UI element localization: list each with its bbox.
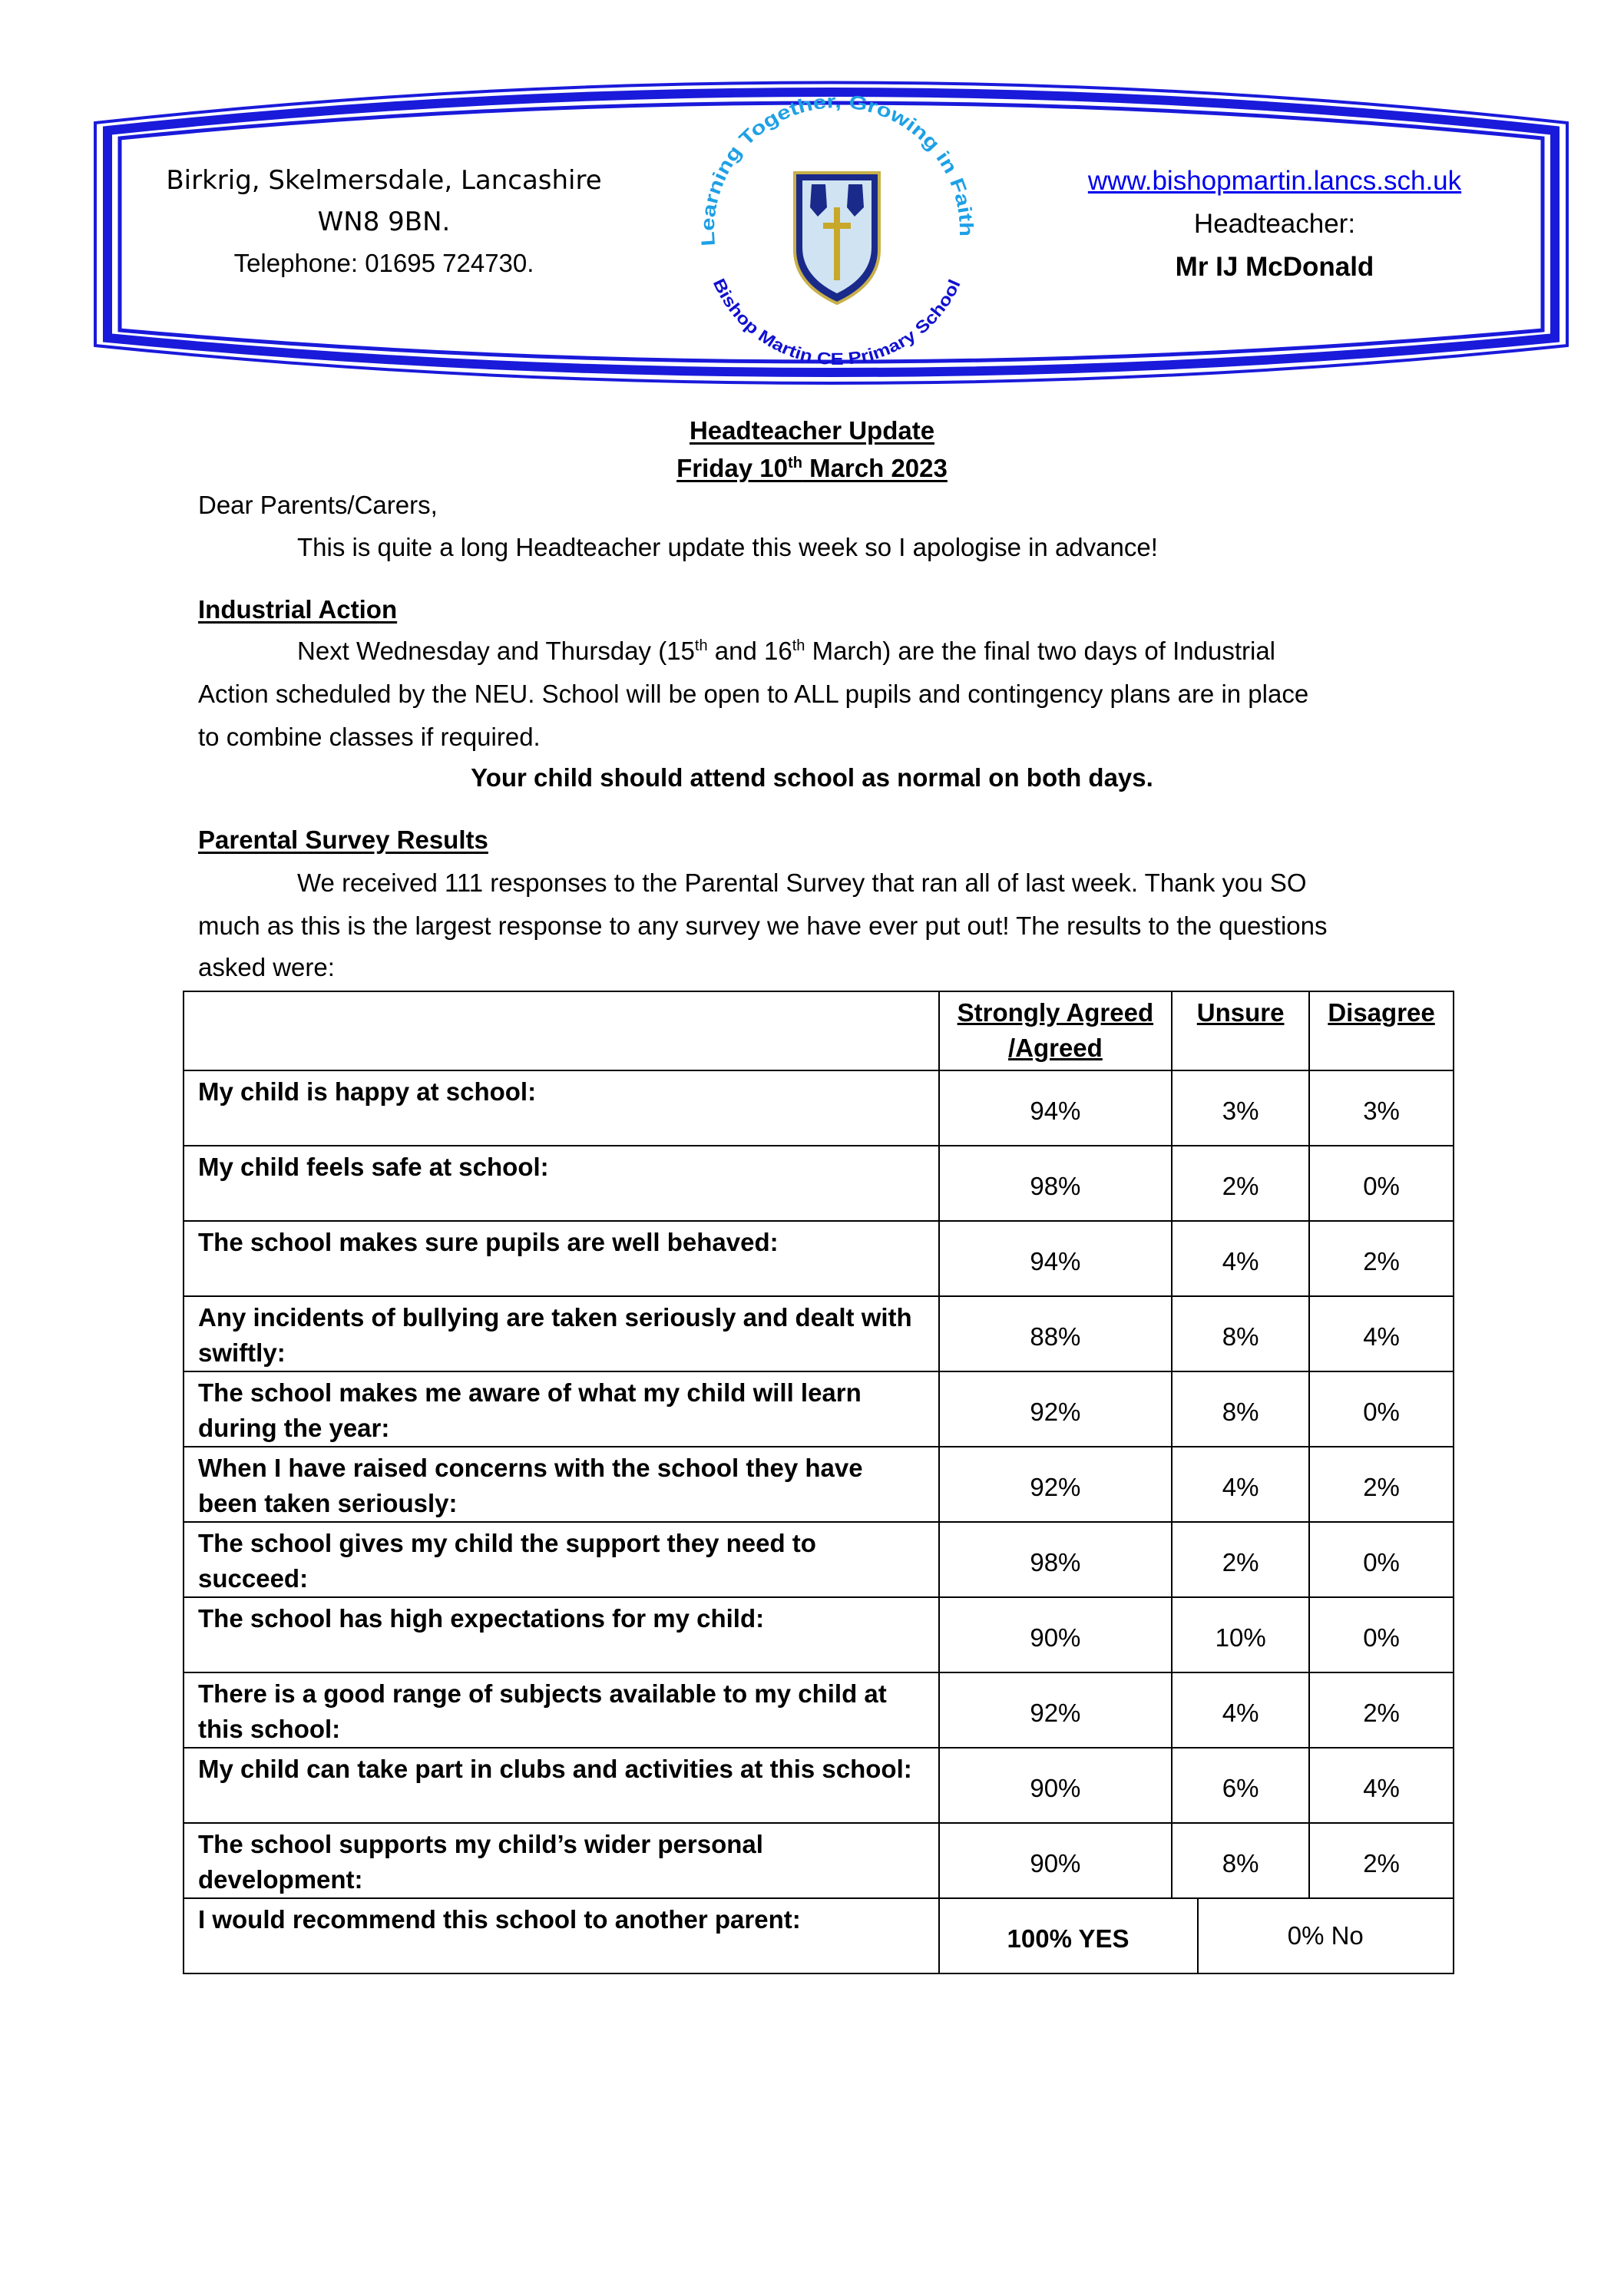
question: The school supports my child’s wider personal development: <box>184 1823 939 1898</box>
website-link[interactable]: www.bishopmartin.lancs.sch.uk <box>1087 166 1462 196</box>
agreed-value: 90% <box>939 1748 1173 1823</box>
unsure-value: 2% <box>1172 1522 1309 1597</box>
agreed-value: 94% <box>939 1221 1173 1296</box>
survey-heading: Parental Survey Results <box>198 825 488 854</box>
recommend-no: 0% No <box>1287 1921 1364 1950</box>
intro-text: This is quite a long Headteacher update this week so I apologise in advance! <box>297 533 1158 561</box>
sup: th <box>694 637 708 654</box>
question: The school gives my child the support they need to succeed: <box>184 1522 939 1597</box>
text: Next Wednesday and Thursday (15 <box>297 637 695 665</box>
school-logo <box>695 92 979 376</box>
survey-line-2: much as this is the largest response to any survey we have ever put out! The results to the questions <box>198 911 1328 940</box>
unsure-value: 3% <box>1172 1070 1309 1146</box>
unsure-value: 2% <box>1172 1146 1309 1221</box>
text: and 16 <box>707 637 792 665</box>
survey-results-table <box>183 991 1454 1974</box>
disagree-value: 2% <box>1309 1823 1454 1898</box>
disagree-value: 0% <box>1309 1146 1454 1221</box>
agreed-value: 98% <box>939 1146 1173 1221</box>
industrial-action-line-3: to combine classes if required. <box>198 723 541 751</box>
unsure-value: 6% <box>1172 1748 1309 1823</box>
agreed-value: 88% <box>939 1296 1173 1371</box>
school-address <box>107 160 660 284</box>
unsure-value: 8% <box>1172 1823 1309 1898</box>
unsure-value: 4% <box>1172 1672 1309 1748</box>
question: My child can take part in clubs and activities at this school: <box>184 1748 939 1823</box>
page-date <box>0 451 1624 486</box>
table-row <box>184 1296 1454 1371</box>
disagree-value: 4% <box>1309 1296 1454 1371</box>
table-row <box>184 1672 1454 1748</box>
unsure-value: 4% <box>1172 1221 1309 1296</box>
question: The school makes sure pupils are well behaved: <box>184 1221 939 1296</box>
table-row <box>184 1146 1454 1221</box>
headteacher-label: Headteacher: <box>1193 209 1356 239</box>
disagree-value: 2% <box>1309 1447 1454 1522</box>
agreed-value: 90% <box>939 1597 1173 1672</box>
logo-school-name: Bishop Martin CE Primary School <box>709 275 964 369</box>
industrial-action-heading: Industrial Action <box>198 595 398 624</box>
unsure-value: 4% <box>1172 1447 1309 1522</box>
table-row <box>184 1823 1454 1898</box>
header-agreed: Strongly Agreed /Agreed <box>939 991 1173 1070</box>
table-row <box>184 1221 1454 1296</box>
school-contact <box>1021 160 1528 289</box>
disagree-value: 4% <box>1309 1748 1454 1823</box>
disagree-value: 0% <box>1309 1522 1454 1597</box>
logo-motto: Learning Together, Growing in Faith <box>696 92 977 247</box>
question: My child feels safe at school: <box>184 1146 939 1221</box>
date-pre: Friday 10 <box>676 454 789 482</box>
agreed-value: 92% <box>939 1371 1173 1447</box>
unsure-value: 8% <box>1172 1371 1309 1447</box>
address-line-1: Birkrig, Skelmersdale, Lancashire <box>166 165 602 196</box>
unsure-value: 8% <box>1172 1296 1309 1371</box>
telephone: Telephone: 01695 724730. <box>233 249 534 277</box>
table-row-recommend <box>184 1898 1454 1973</box>
industrial-action-line-2: Action scheduled by the NEU. School will be open to ALL pupils and contingency plans are in place <box>198 680 1309 708</box>
table-row <box>184 1522 1454 1597</box>
table-header-row <box>184 991 1454 1070</box>
table-row <box>184 1070 1454 1146</box>
table-row <box>184 1597 1454 1672</box>
disagree-value: 2% <box>1309 1672 1454 1748</box>
question: My child is happy at school: <box>184 1070 939 1146</box>
question-recommend: I would recommend this school to another parent: <box>184 1898 939 1973</box>
header-unsure: Unsure <box>1172 991 1309 1070</box>
text: March) are the final two days of Industrial <box>805 637 1276 665</box>
address-line-2: WN8 9BN. <box>317 207 451 237</box>
date-post: March 2023 <box>802 454 948 482</box>
survey-line-1: We received 111 responses to the Parental Survey that ran all of last week. Thank you SO <box>297 868 1307 897</box>
agreed-value: 94% <box>939 1070 1173 1146</box>
unsure-value: 10% <box>1172 1597 1309 1672</box>
disagree-value: 0% <box>1309 1597 1454 1672</box>
date-sup: th <box>788 455 802 471</box>
question: Any incidents of bullying are taken seriously and dealt with swiftly: <box>184 1296 939 1371</box>
salutation: Dear Parents/Carers, <box>198 491 438 519</box>
question: The school has high expectations for my child: <box>184 1597 939 1672</box>
disagree-value: 3% <box>1309 1070 1454 1146</box>
disagree-value: 2% <box>1309 1221 1454 1296</box>
survey-line-3: asked were: <box>198 953 335 981</box>
sup: th <box>792 637 805 654</box>
table-row <box>184 1371 1454 1447</box>
table-row <box>184 1748 1454 1823</box>
industrial-action-emphasis: Your child should attend school as normal on both days. <box>471 763 1153 792</box>
table-row <box>184 1447 1454 1522</box>
headteacher-name: Mr IJ McDonald <box>1175 252 1374 282</box>
question: The school makes me aware of what my child will learn during the year: <box>184 1371 939 1447</box>
agreed-value: 98% <box>939 1522 1173 1597</box>
header-disagree: Disagree <box>1309 991 1454 1070</box>
page-title <box>0 413 1624 448</box>
agreed-value: 90% <box>939 1823 1173 1898</box>
title-line-1: Headteacher Update <box>689 416 935 445</box>
question: There is a good range of subjects available to my child at this school: <box>184 1672 939 1748</box>
agreed-value: 92% <box>939 1672 1173 1748</box>
recommend-yes: 100% YES <box>940 1899 1199 1973</box>
industrial-action-line-1 <box>297 634 1275 669</box>
shield-icon <box>795 173 879 303</box>
header-question <box>184 991 939 1070</box>
agreed-value: 92% <box>939 1447 1173 1522</box>
disagree-value: 0% <box>1309 1371 1454 1447</box>
question: When I have raised concerns with the school they have been taken seriously: <box>184 1447 939 1522</box>
